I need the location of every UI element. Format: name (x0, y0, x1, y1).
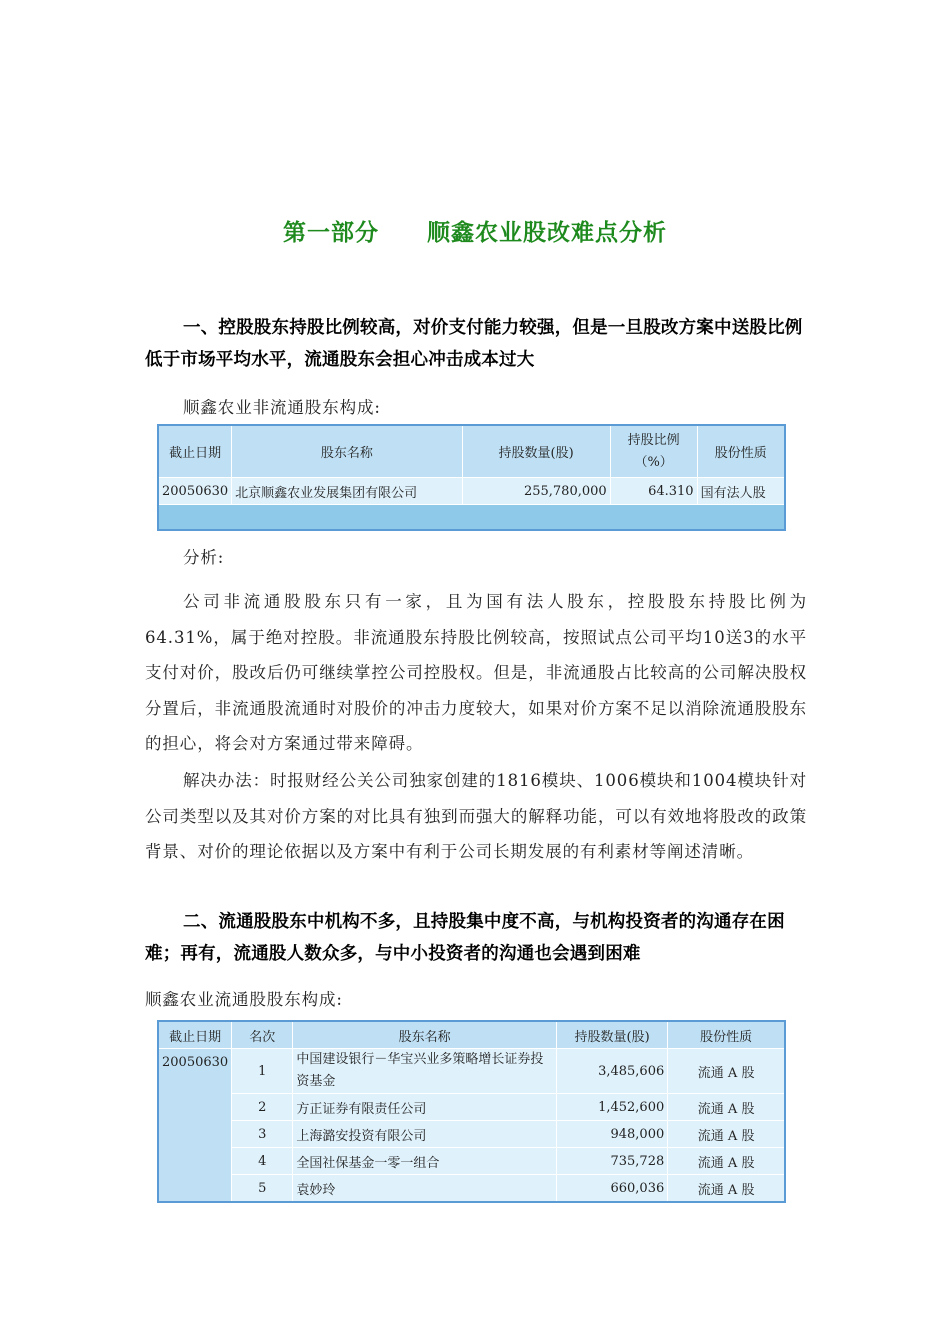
cell-holder-name: 北京顺鑫农业发展集团有限公司 (232, 478, 462, 505)
table-header-row (158, 1021, 785, 1049)
header-holder-name: 股东名称 (293, 1021, 557, 1049)
cell-holder-name: 全国社保基金一零一组合 (293, 1148, 557, 1175)
cell-share-type: 流通 A 股 (668, 1121, 785, 1148)
header-holder-name: 股东名称 (232, 425, 462, 478)
non-tradable-shareholders-table (157, 424, 786, 531)
cell-date: 20050630 (158, 478, 232, 505)
tradable-shareholders-table (157, 1020, 786, 1203)
section2-table-caption: 顺鑫农业流通股股东构成: (145, 990, 343, 1009)
table-row (158, 1121, 785, 1148)
page-title: 第一部分 顺鑫农业股改难点分析 (283, 220, 667, 246)
cell-share-type: 流通 A 股 (668, 1049, 785, 1094)
header-share-type: 股份性质 (697, 425, 785, 478)
cell-holder-name: 方正证券有限责任公司 (293, 1094, 557, 1121)
cell-rank: 4 (232, 1148, 293, 1175)
table-row (158, 1094, 785, 1121)
cell-share-count: 255,780,000 (462, 478, 610, 505)
solution-paragraph: 解决办法：时报财经公关公司独家创建的1816模块、1006模块和1004模块针对公司类型以及其对价方案的对比具有独到而强大的解释功能，可以有效地将股改的政策背景、对价的理论依据以及方案中有利于公司长期发展的有利素材等阐述清晰。 (145, 771, 807, 861)
header-share-ratio (610, 425, 697, 478)
cell-holder-name: 上海潞安投资有限公司 (293, 1121, 557, 1148)
section1-table-caption: 顺鑫农业非流通股东构成: (183, 398, 381, 417)
cell-holder-name: 袁妙玲 (293, 1175, 557, 1203)
header-date: 截止日期 (158, 1021, 232, 1049)
analysis-label: 分析: (183, 548, 225, 567)
table-row (158, 1049, 785, 1094)
cell-share-type: 国有法人股 (697, 478, 785, 505)
cell-share-type: 流通 A 股 (668, 1175, 785, 1203)
cell-share-ratio: 64.310 (610, 478, 697, 505)
header-share-ratio-unit: （%） (634, 454, 673, 470)
table-footer-band (158, 505, 785, 531)
cell-rank: 5 (232, 1175, 293, 1203)
cell-share-type: 流通 A 股 (668, 1094, 785, 1121)
cell-rank: 2 (232, 1094, 293, 1121)
cell-share-count: 735,728 (556, 1148, 667, 1175)
header-share-ratio-label: 持股比例 (627, 432, 680, 448)
header-share-count: 持股数量(股) (556, 1021, 667, 1049)
header-share-count: 持股数量(股) (462, 425, 610, 478)
cell-share-type: 流通 A 股 (668, 1148, 785, 1175)
cell-rank: 1 (232, 1049, 293, 1094)
cell-share-count: 1,452,600 (556, 1094, 667, 1121)
analysis-paragraph: 公司非流通股股东只有一家，且为国有法人股东，控股股东持股比例为64.31%，属于绝对控股。非流通股东持股比例较高，按照试点公司平均10送3的水平支付对价，股改后仍可继续掌控公司控股权。但是，非流通股占比较高的公司解决股权分置后，非流通股流通时对股价的冲击力度较大，如果对价方案不足以消除流通股股东的担心，将会对方案通过带来障碍。 (145, 592, 807, 753)
footer-band-cell (158, 505, 785, 531)
section1-heading: 一、控股股东持股比例较高，对价支付能力较强，但是一旦股改方案中送股比例低于市场平均水平，流通股东会担心冲击成本过大 (145, 318, 803, 370)
table-row (158, 1148, 785, 1175)
table-row (158, 1175, 785, 1203)
header-share-type: 股份性质 (668, 1021, 785, 1049)
cell-share-count: 3,485,606 (556, 1049, 667, 1094)
table-header-row (158, 425, 785, 478)
cell-rank: 3 (232, 1121, 293, 1148)
header-rank: 名次 (232, 1021, 293, 1049)
cell-date: 20050630 (158, 1049, 232, 1203)
cell-holder-name: 中国建设银行－华宝兴业多策略增长证券投资基金 (293, 1049, 557, 1094)
header-date: 截止日期 (158, 425, 232, 478)
cell-share-count: 948,000 (556, 1121, 667, 1148)
section2-heading: 二、流通股股东中机构不多，且持股集中度不高，与机构投资者的沟通存在困难；再有，流通股人数众多，与中小投资者的沟通也会遇到困难 (145, 912, 785, 964)
table-row (158, 478, 785, 505)
cell-share-count: 660,036 (556, 1175, 667, 1203)
